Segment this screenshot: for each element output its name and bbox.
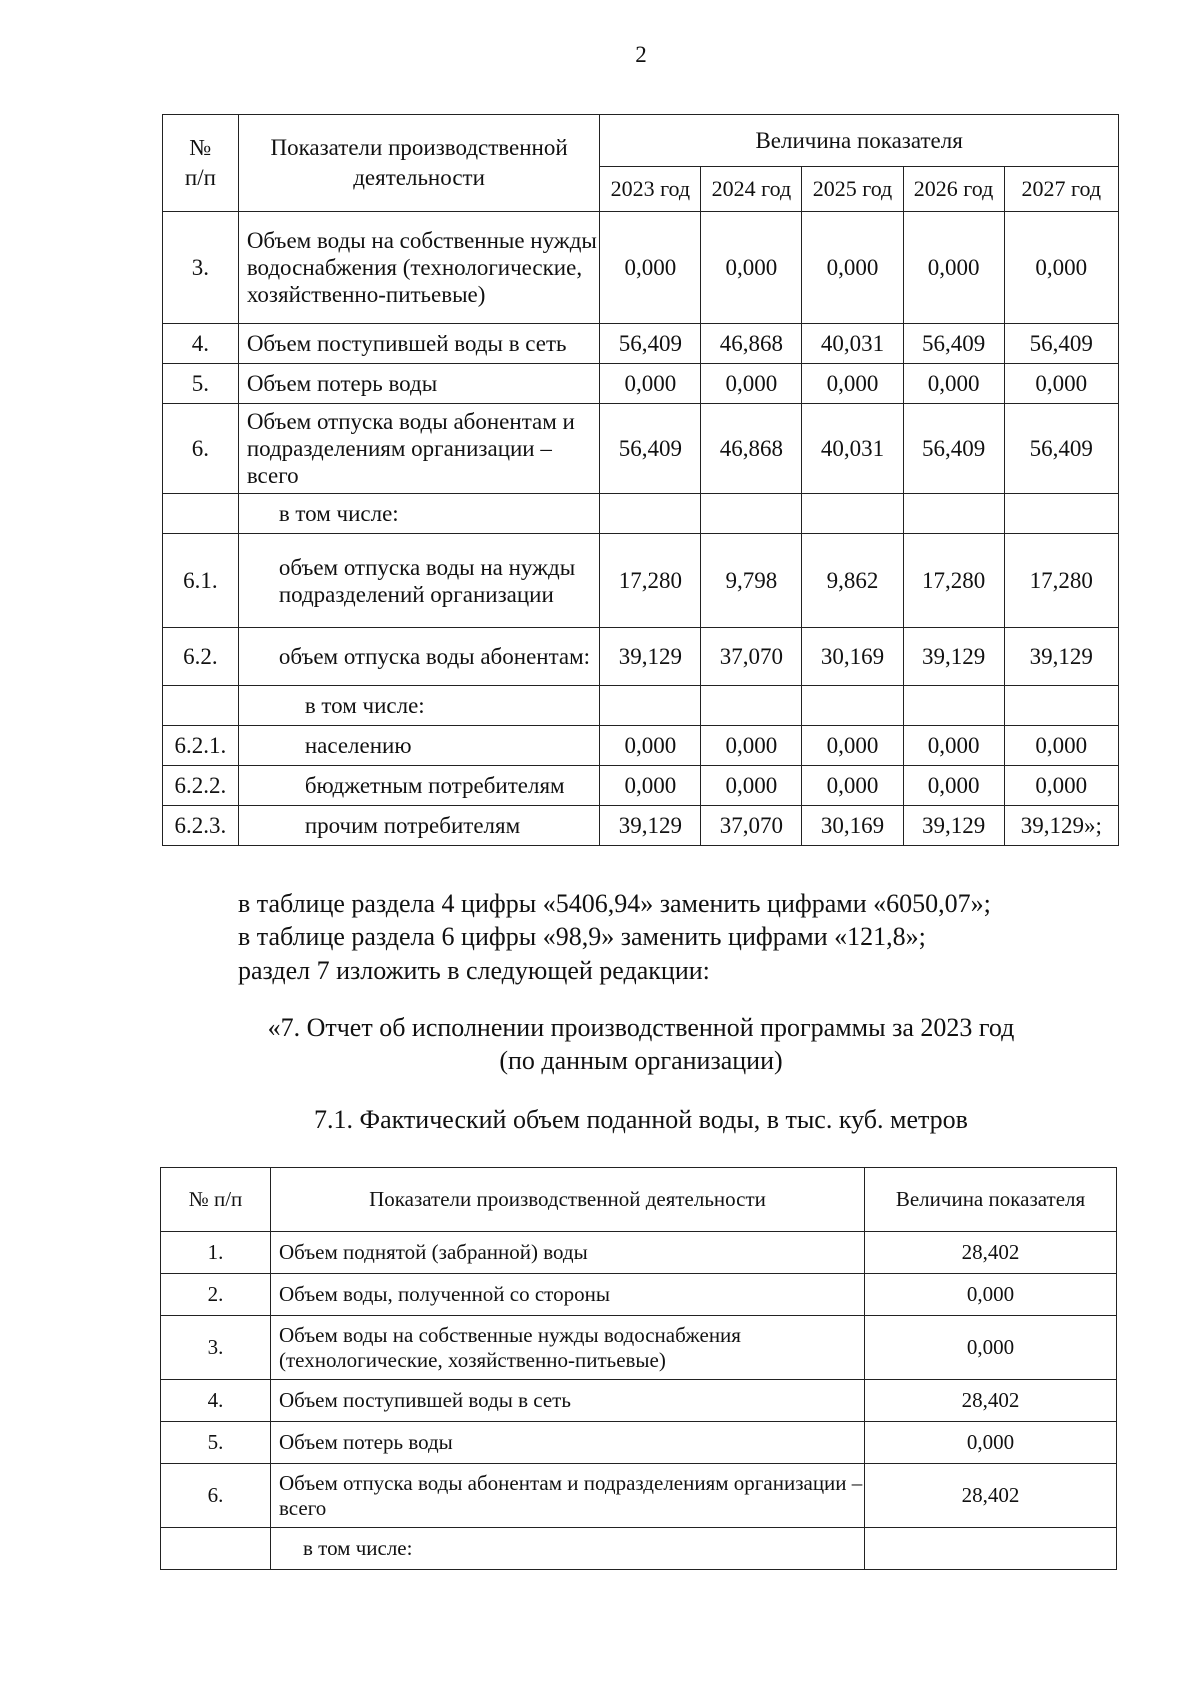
row-label: Объем отпуска воды абонентам и подразделениям организации – всего bbox=[238, 404, 599, 494]
row-value bbox=[1004, 686, 1118, 726]
row-value bbox=[701, 686, 802, 726]
row-value: 56,409 bbox=[1004, 324, 1118, 364]
section-subtitle: (по данным организации) bbox=[499, 1046, 783, 1075]
page-number: 2 bbox=[635, 42, 647, 67]
row-value: 39,129 bbox=[903, 628, 1004, 686]
row-value bbox=[1004, 494, 1118, 534]
row-value: 30,169 bbox=[802, 806, 903, 846]
row-value: 0,000 bbox=[600, 726, 701, 766]
row-value: 0,000 bbox=[802, 766, 903, 806]
table-row bbox=[161, 1380, 1117, 1422]
row-value: 0,000 bbox=[865, 1316, 1117, 1380]
row-value bbox=[600, 686, 701, 726]
row-value bbox=[865, 1528, 1117, 1570]
year-header: 2025 год bbox=[802, 167, 903, 212]
production-indicators-table bbox=[162, 114, 1119, 846]
row-number: 6.1. bbox=[163, 534, 239, 628]
column-header-value: Величина показателя bbox=[865, 1168, 1117, 1232]
row-number: 6. bbox=[163, 404, 239, 494]
row-value: 39,129 bbox=[600, 628, 701, 686]
row-label: бюджетным потребителям bbox=[238, 766, 599, 806]
row-value: 9,862 bbox=[802, 534, 903, 628]
section-heading: «7. Отчет об исполнении производственной программы за 2023 год bbox=[267, 1013, 1015, 1042]
row-label: Объем потерь воды bbox=[271, 1422, 865, 1464]
row-value: 46,868 bbox=[701, 324, 802, 364]
row-value: 39,129 bbox=[903, 806, 1004, 846]
row-number: 6. bbox=[161, 1464, 271, 1528]
row-value: 40,031 bbox=[802, 404, 903, 494]
row-value bbox=[802, 686, 903, 726]
row-value bbox=[600, 494, 701, 534]
row-value: 0,000 bbox=[802, 726, 903, 766]
actual-water-volume-table bbox=[160, 1167, 1117, 1570]
row-value: 0,000 bbox=[600, 766, 701, 806]
row-number: 2. bbox=[161, 1274, 271, 1316]
row-value: 0,000 bbox=[865, 1274, 1117, 1316]
table-row bbox=[163, 686, 1119, 726]
row-value: 37,070 bbox=[701, 628, 802, 686]
row-value: 39,129 bbox=[600, 806, 701, 846]
row-number bbox=[163, 494, 239, 534]
table-row bbox=[161, 1422, 1117, 1464]
row-label: объем отпуска воды на нужды подразделений организации bbox=[238, 534, 599, 628]
row-number: 5. bbox=[163, 364, 239, 404]
row-value: 17,280 bbox=[903, 534, 1004, 628]
row-label: в том числе: bbox=[238, 686, 599, 726]
row-value: 9,798 bbox=[701, 534, 802, 628]
column-header-indicator: Показатели производственной деятельности bbox=[238, 115, 599, 212]
row-value: 30,169 bbox=[802, 628, 903, 686]
row-label: в том числе: bbox=[238, 494, 599, 534]
table-row bbox=[163, 404, 1119, 494]
row-value: 37,070 bbox=[701, 806, 802, 846]
row-number: 3. bbox=[161, 1316, 271, 1380]
column-header-number: № п/п bbox=[161, 1168, 271, 1232]
row-number: 4. bbox=[163, 324, 239, 364]
table-row bbox=[161, 1316, 1117, 1380]
row-value: 28,402 bbox=[865, 1380, 1117, 1422]
table-row bbox=[163, 212, 1119, 324]
row-label: Объем потерь воды bbox=[238, 364, 599, 404]
table-row bbox=[163, 494, 1119, 534]
row-value: 28,402 bbox=[865, 1464, 1117, 1528]
row-value: 56,409 bbox=[903, 404, 1004, 494]
table-row bbox=[163, 726, 1119, 766]
row-value: 56,409 bbox=[1004, 404, 1118, 494]
row-number bbox=[161, 1528, 271, 1570]
row-label: объем отпуска воды абонентам: bbox=[238, 628, 599, 686]
row-value: 0,000 bbox=[903, 766, 1004, 806]
table-row bbox=[161, 1232, 1117, 1274]
row-value: 17,280 bbox=[600, 534, 701, 628]
row-value: 0,000 bbox=[1004, 726, 1118, 766]
row-value: 56,409 bbox=[903, 324, 1004, 364]
table-row bbox=[161, 1464, 1117, 1528]
row-number bbox=[163, 686, 239, 726]
column-header-number: № п/п bbox=[163, 115, 239, 212]
table-row bbox=[161, 1274, 1117, 1316]
row-value: 0,000 bbox=[1004, 766, 1118, 806]
row-value: 39,129»; bbox=[1004, 806, 1118, 846]
row-value: 0,000 bbox=[903, 726, 1004, 766]
row-label: Объем поднятой (забранной) воды bbox=[271, 1232, 865, 1274]
row-value: 0,000 bbox=[600, 212, 701, 324]
row-value: 0,000 bbox=[701, 364, 802, 404]
table-row bbox=[161, 1528, 1117, 1570]
row-value: 40,031 bbox=[802, 324, 903, 364]
row-value: 17,280 bbox=[1004, 534, 1118, 628]
row-number: 6.2. bbox=[163, 628, 239, 686]
table-row bbox=[163, 364, 1119, 404]
year-header: 2023 год bbox=[600, 167, 701, 212]
row-value: 0,000 bbox=[701, 726, 802, 766]
amendment-paragraph-2: в таблице раздела 6 цифры «98,9» заменить цифрами «121,8»; bbox=[238, 922, 926, 951]
row-value: 46,868 bbox=[701, 404, 802, 494]
column-header-indicator: Показатели производственной деятельности bbox=[271, 1168, 865, 1232]
row-value bbox=[802, 494, 903, 534]
row-value bbox=[903, 686, 1004, 726]
table-row bbox=[163, 766, 1119, 806]
row-value bbox=[903, 494, 1004, 534]
row-value: 56,409 bbox=[600, 404, 701, 494]
row-label: в том числе: bbox=[271, 1528, 865, 1570]
row-value: 0,000 bbox=[1004, 364, 1118, 404]
row-value: 0,000 bbox=[600, 364, 701, 404]
amendment-paragraph-3: раздел 7 изложить в следующей редакции: bbox=[238, 956, 710, 985]
row-number: 1. bbox=[161, 1232, 271, 1274]
row-value: 0,000 bbox=[701, 766, 802, 806]
row-value: 0,000 bbox=[903, 212, 1004, 324]
year-header: 2026 год bbox=[903, 167, 1004, 212]
row-number: 6.2.1. bbox=[163, 726, 239, 766]
row-value: 0,000 bbox=[1004, 212, 1118, 324]
table-row bbox=[163, 534, 1119, 628]
table-row bbox=[163, 628, 1119, 686]
row-number: 6.2.3. bbox=[163, 806, 239, 846]
subsection-heading: 7.1. Фактический объем поданной воды, в тыс. куб. метров bbox=[314, 1105, 968, 1134]
row-value: 0,000 bbox=[802, 212, 903, 324]
row-value: 28,402 bbox=[865, 1232, 1117, 1274]
row-value: 0,000 bbox=[701, 212, 802, 324]
row-number: 4. bbox=[161, 1380, 271, 1422]
row-label: Объем воды, полученной со стороны bbox=[271, 1274, 865, 1316]
row-label: прочим потребителям bbox=[238, 806, 599, 846]
year-header: 2024 год bbox=[701, 167, 802, 212]
row-label: Объем поступившей воды в сеть bbox=[238, 324, 599, 364]
table-row bbox=[163, 806, 1119, 846]
row-value: 56,409 bbox=[600, 324, 701, 364]
row-number: 5. bbox=[161, 1422, 271, 1464]
row-value: 0,000 bbox=[802, 364, 903, 404]
table-row bbox=[163, 324, 1119, 364]
row-label: населению bbox=[238, 726, 599, 766]
row-value: 0,000 bbox=[865, 1422, 1117, 1464]
row-number: 6.2.2. bbox=[163, 766, 239, 806]
row-label: Объем отпуска воды абонентам и подразделениям организации – всего bbox=[271, 1464, 865, 1528]
year-header: 2027 год bbox=[1004, 167, 1118, 212]
row-number: 3. bbox=[163, 212, 239, 324]
row-value bbox=[701, 494, 802, 534]
row-value: 0,000 bbox=[903, 364, 1004, 404]
amendment-paragraph-1: в таблице раздела 4 цифры «5406,94» заменить цифрами «6050,07»; bbox=[238, 889, 991, 918]
row-value: 39,129 bbox=[1004, 628, 1118, 686]
row-label: Объем поступившей воды в сеть bbox=[271, 1380, 865, 1422]
row-label: Объем воды на собственные нужды водоснабжения (технологические, хозяйственно-питьевые) bbox=[238, 212, 599, 324]
column-header-value: Величина показателя bbox=[600, 115, 1119, 167]
row-label: Объем воды на собственные нужды водоснабжения (технологические, хозяйственно-питьевые) bbox=[271, 1316, 865, 1380]
